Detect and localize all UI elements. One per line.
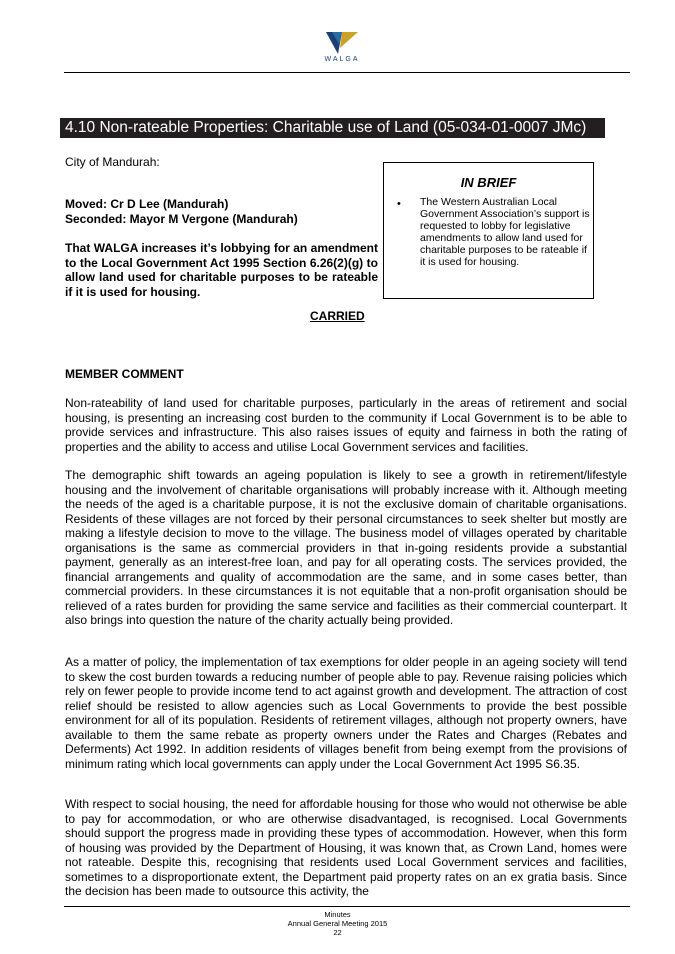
footer-divider [64,906,630,907]
bullet-icon: • [397,198,401,210]
comment-paragraph: The demographic shift towards an ageing population is likely to see a growth in retirement/lifestyle housing and the involvement of charitable organisations will probably increase with it. Although meeting the needs of the aged is a charitable purpose, it is not the exclusive domain of charitable organisations. Residents of these villages are not forced by their personal circumstances to seek shelter but mostly are making a lifestyle decision to move to the village. The business model of villages operated by charitable organisations is the same as commercial providers in that in-going residents provide a substantial payment, generally as an interest-free loan, and pay for all operating costs. The services provided, the financial arrangements and quality of accommodation are the same, and in some cases better, than commercial providers. In these circumstances it is not equitable that a non-profit organisation should be relieved of a rates burden for providing the same service and facilities as their commercial counterpart. It also brings into question the nature of the charity actually being provided. [65,468,627,627]
motion-text: That WALGA increases it’s lobbying for an amendment to the Local Government Act 1995 Section 6.26(2)(g) to allow land used for charitable purposes to be rateable if it is used for housing. [65,241,378,299]
header-divider [64,72,630,73]
in-brief-text: The Western Australian Local Government Association’s support is requested to lobby for legislative amendments to allow land used for charitable purposes to be rateable if it is used for housing. [420,196,590,268]
footer-meeting: Annual General Meeting 2015 [287,919,388,928]
seconded-by: Seconded: Mayor M Vergone (Mandurah) [65,212,298,226]
page-number: 22 [333,928,342,937]
comment-paragraph: With respect to social housing, the need for affordable housing for those who would not otherwise be able to pay for accommodation, or who are otherwise disadvantaged, is recognised. Local Governments should support the progress made in providing these types of accommodation. However, when this form of housing was provided by the Department of Housing, it was known that, as Crown Land, homes were not rateable. Despite this, recognising that residents used Local Government services and facilities, sometimes to a disproportionate extent, the Department paid property rates on an ex gratia basis. Since the decision has been made to outsource this activity, the [65,797,627,898]
footer-minutes: Minutes [324,910,351,919]
logo-text: WALGA [324,56,360,63]
motion-result: CARRIED [310,309,365,323]
in-brief-title: IN BRIEF [460,175,517,190]
in-brief-box [383,162,594,299]
member-comment-heading: MEMBER COMMENT [65,367,184,381]
motion-block [65,155,378,299]
comment-paragraph: Non-rateability of land used for charitable purposes, particularly in the areas of retirement and social housing, is presenting an increasing cost burden to the community if Local Government is to be able to provide services and infrastructure. This also raises issues of equity and fairness in both the rating of properties and the ability to access and utilise Local Government services and facilities. [65,396,627,454]
moved-by: Moved: Cr D Lee (Mandurah) [65,197,229,211]
city-label: City of Mandurah: [65,155,160,169]
comment-paragraph: As a matter of policy, the implementation of tax exemptions for older people in an ageing society will tend to skew the cost burden towards a reducing number of people able to pay. Revenue raising policies which rely on fewer people to provide income tend to act against growth and development. The attraction of cost relief should be resisted to allow agencies such as Local Governments to provide the best possible environment for all of its population. Residents of retirement villages, although not property owners, have available to them the same rebate as property owners under the Rates and Charges (Rebates and Deferments) Act 1992. In addition residents of villages benefit from being exempt from the provisions of minimum rating which local governments can apply under the Local Government Act 1995 S6.35. [65,655,627,771]
section-title: 4.10 Non-rateable Properties: Charitable use of Land (05-034-01-0007 JMc) [60,118,605,138]
